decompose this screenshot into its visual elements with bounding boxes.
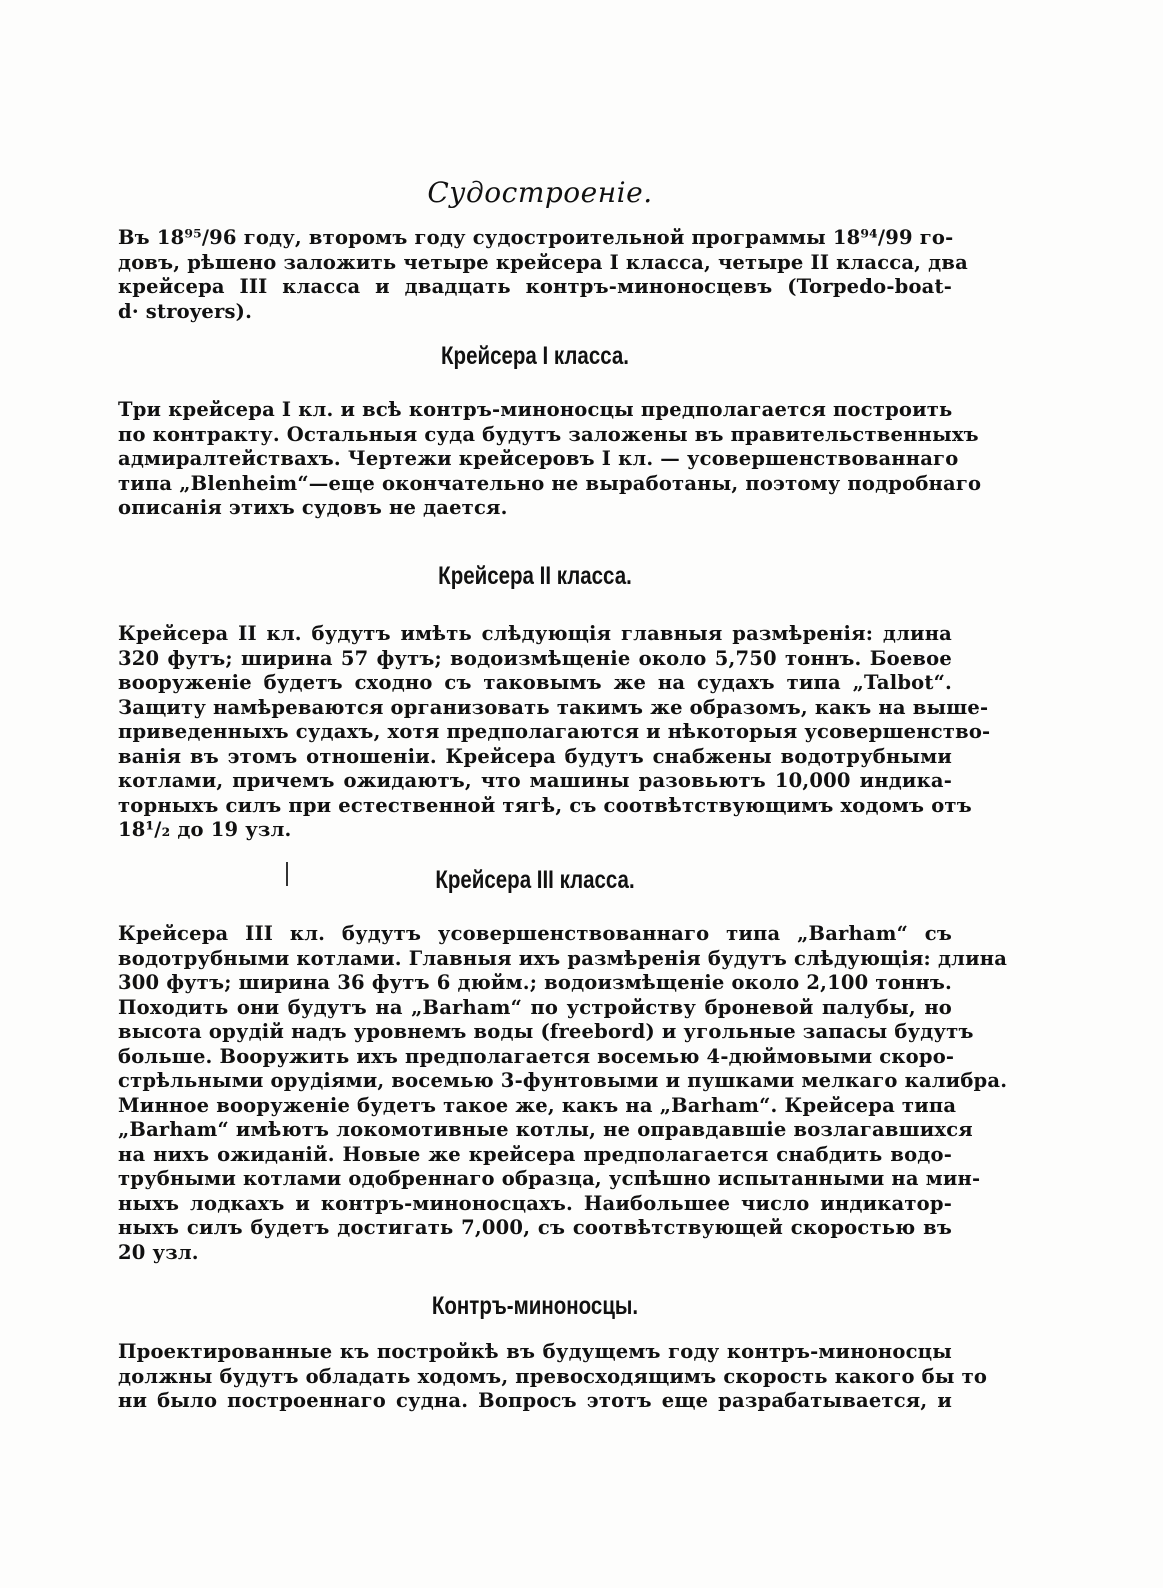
section-paragraph-destroyers <box>118 1340 988 1414</box>
text-line: высота орудій надъ уровнемъ воды (freebord) и угольные запасы будутъ <box>118 1020 974 1043</box>
text-line: 300 футъ; ширина 36 футъ 6 дюйм.; водоизмѣщеніе около 2,100 тоннъ. <box>118 971 952 994</box>
text-line: 320 футъ; ширина 57 футъ; водоизмѣщеніе около 5,750 тоннъ. Боевое <box>118 646 952 670</box>
section-paragraph-cruisers-3 <box>118 922 1008 1265</box>
section-paragraph-cruisers-2 <box>118 622 991 843</box>
text-line: довъ, рѣшено заложить четыре крейсера I класса, четыре II класса, два <box>118 250 968 274</box>
text-line: больше. Вооружить ихъ предполагается восемью 4-дюймовыми скоро- <box>118 1044 955 1068</box>
text-line: адмиралтействахъ. Чертежи крейсеровъ I кл. — усовершенствованнаго <box>118 447 959 470</box>
section-heading-cruisers-3: Крейсера III класса. <box>435 866 635 894</box>
text-line: приведенныхъ судахъ, хотя предполагаются и нѣкоторыя усовершенство- <box>118 720 991 743</box>
section-heading-destroyers: Контръ-миноносцы. <box>431 1292 639 1320</box>
text-line: Походить они будутъ на „Barham“ по устройству броневой палубы, но <box>118 995 952 1019</box>
text-line: Крейсера II кл. будутъ имѣть слѣдующія главныя размѣренія: длина <box>118 622 952 645</box>
text-line: Защиту намѣреваются организовать такимъ же образомъ, какъ на выше- <box>118 695 989 719</box>
text-line: по контракту. Остальныя суда будутъ заложены въ правительственныхъ <box>118 422 979 446</box>
text-line: Три крейсера I кл. и всѣ контръ-миноносцы предполагается построить <box>118 398 953 421</box>
section-paragraph-cruisers-1 <box>118 398 982 521</box>
intro-paragraph <box>118 226 968 324</box>
text-line: ныхъ лодкахъ и контръ-миноносцахъ. Наибольшее число индикатор- <box>118 1191 952 1215</box>
text-line: ни было построеннаго судна. Вопросъ этотъ еще разрабатывается, и <box>118 1389 952 1412</box>
text-line: ныхъ силъ будетъ достигать 7,000, съ соотвѣтствующей скоростью въ <box>118 1216 952 1239</box>
text-line: типа „Blenheim“—еще окончательно не выработаны, поэтому подробнаго <box>118 471 982 495</box>
text-line: водотрубными котлами. Главныя ихъ размѣренія будутъ слѣдующія: длина <box>118 946 1008 970</box>
text-line: трубными котлами одобреннаго образца, успѣшно испытанными на мин- <box>118 1167 981 1190</box>
text-line: ванія въ этомъ отношеніи. Крейсера будутъ снабжены водотрубными <box>118 744 952 768</box>
section-heading-cruisers-1: Крейсера I класса. <box>441 342 629 370</box>
text-line: описанія этихъ судовъ не дается. <box>118 496 508 519</box>
text-line: 20 узл. <box>118 1240 199 1264</box>
text-line: „Barham“ имѣютъ локомотивные котлы, не оправдавшіе возлагавшихся <box>118 1118 973 1141</box>
text-line: 18¹/₂ до 19 узл. <box>118 818 292 841</box>
text-line: Въ 18⁹⁵/96 году, второмъ году судостроительной программы 18⁹⁴/99 го- <box>118 226 954 249</box>
section-heading-cruisers-2: Крейсера II класса. <box>438 562 632 590</box>
page-title: Судостроеніе. <box>427 176 653 209</box>
text-line: Крейсера III кл. будутъ усовершенствованнаго типа „Barham“ съ <box>118 922 952 945</box>
text-line: стрѣльными орудіями, восемью 3-фунтовыми и пушками мелкаго калибра. <box>118 1069 1008 1092</box>
text-line: Минное вооруженіе будетъ такое же, какъ на „Barham“. Крейсера типа <box>118 1093 957 1117</box>
text-line: торныхъ силъ при естественной тягѣ, съ соотвѣтствующимъ ходомъ отъ <box>118 793 972 817</box>
text-line: Проектированные къ постройкѣ въ будущемъ году контръ-миноносцы <box>118 1340 952 1363</box>
text-line: котлами, причемъ ожидаютъ, что машины разовьютъ 10,000 индика- <box>118 769 952 792</box>
text-line: крейсера III класса и двадцать контръ-миноносцевъ (Torpedo-boat- <box>118 275 952 298</box>
text-line: d· stroyers). <box>118 299 253 323</box>
text-line: должны будутъ обладать ходомъ, превосходящимъ скорость какого бы то <box>118 1364 988 1388</box>
text-line: вооруженіе будетъ сходно съ таковымъ же на судахъ типа „Talbot“. <box>118 671 952 694</box>
text-line: на нихъ ожиданій. Новые же крейсера предполагается снабдить водо- <box>118 1142 952 1166</box>
